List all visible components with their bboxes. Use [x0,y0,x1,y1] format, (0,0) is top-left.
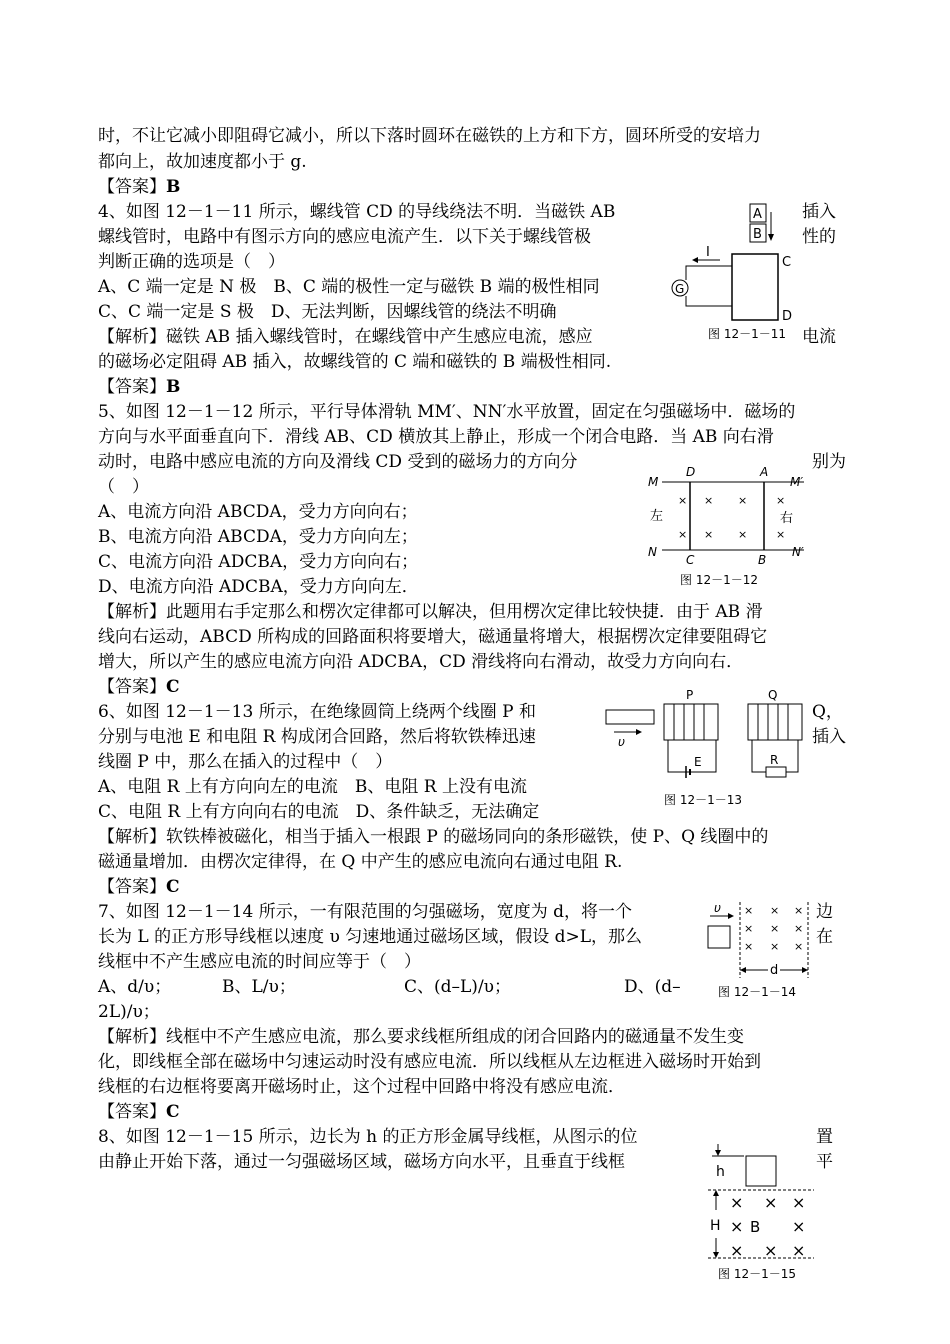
label-m-prime: M′ [790,475,804,489]
cross: × [770,904,780,917]
q6-analysis: 磁通量增加．由楞次定律得，在 Q 中产生的感应电流向右通过电阻 R. [98,852,623,872]
cross: × [730,1241,744,1260]
q5-stem: （ ） [98,477,149,497]
solenoid-cd [732,254,778,320]
analysis-label: 【解析】 [98,602,166,622]
figure-caption: 图 12－1－15 [718,1267,796,1281]
cross: × [770,940,780,953]
h-label: h [716,1164,725,1180]
analysis-text: 磁铁 AB 插入螺线管时，在螺线管中产生感应电流，感应 [166,327,593,347]
answer-label: 【答案】 [98,877,166,897]
q7-option-c: C、(d–L)/υ； [404,977,512,997]
q7-option-d-cont: 2L)/υ； [98,1002,160,1022]
coil-p [664,704,718,740]
q5-option: A、电流方向沿 ABCDA，受力方向向右； [98,502,418,522]
label-d: D [686,465,696,479]
figure-12-1-14 [704,896,814,1002]
analysis-text: 此题用右手定那么和楞次定律都可以解决，但用楞次定律比较快捷．由于 AB 滑 [166,602,763,622]
coil-q-label: Q [768,688,778,702]
figure-caption: 图 12－1－13 [664,793,742,807]
cross: × [744,922,754,935]
q6-stem-tail: 插入 [812,727,846,747]
cross: × [738,494,748,507]
cross: × [764,1241,778,1260]
coil-q-windings [758,704,788,740]
analysis-label: 【解析】 [98,327,166,347]
cross: × [704,494,714,507]
B-label: B [750,1218,761,1236]
q5-stem: 5、如图 12－1－12 所示，平行导体滑轨 MM′、NN′水平放置，固定在匀强磁场中．磁场的 [98,402,796,422]
answer-label: 【答案】 [98,377,166,397]
q8-stem-tail: 平 [816,1152,833,1172]
q5-analysis [98,602,763,622]
field-crosses [678,494,785,541]
q4-analysis [98,327,593,347]
answer-line [98,677,180,697]
cross: × [792,1241,806,1260]
q5-option: C、电流方向沿 ADCBA，受力方向向右； [98,552,419,572]
q7-analysis: 化，即线框全部在磁场中匀速运动时没有感应电流．所以线框从左边框进入磁场时开始到 [98,1052,761,1072]
figure-12-1-12 [642,460,822,590]
q6-stem: 分别与电池 E 和电阻 R 构成闭合回路，然后将软铁棒迅速 [98,727,536,747]
arrow-head-icon [728,913,734,919]
answer-value: B [166,377,181,397]
q8-stem: 8、如图 12－1－15 所示，边长为 h 的正方形金属导线框，从图示的位 [98,1127,638,1147]
text-line: 时，不让它减小即阻碍它减小，所以下落时圆环在磁铁的上方和下方，圆环所受的安培力 [98,126,761,146]
square-frame [708,926,730,948]
q5-option: B、电流方向沿 ABCDA，受力方向向左； [98,527,418,547]
q7-stem-tail: 在 [816,927,833,947]
circuit-p [668,740,716,772]
figure-caption: 图 12－1－11 [708,327,786,341]
q4-stem: 判断正确的选项是（ ） [98,252,285,272]
arrow-head-icon [636,729,642,735]
cross: × [730,1193,744,1212]
battery-label: E [694,755,702,769]
figure-caption: 图 12－1－12 [680,573,758,587]
width-label: d [770,963,779,978]
q6-option: A、电阻 R 上有方向向左的电流 B、电阻 R 上没有电流 [98,777,527,797]
answer-value: B [166,177,181,197]
cross: × [792,1193,806,1212]
answer-line [98,1102,180,1122]
arrow-head-icon [768,234,774,241]
resistor-label: R [770,753,779,767]
answer-line [98,877,180,897]
cross: × [704,528,714,541]
end-c-label: C [782,255,792,270]
q4-stem-tail: 性的 [802,227,836,247]
q5-analysis: 线向右运动，ABCD 所构成的回路面积将要增大，磁通量将增大，根据楞次定律要阻碍它 [98,627,768,647]
q4-option: C、C 端一定是 S 极 D、无法判断，因螺线管的绕法不明确 [98,302,557,322]
q6-analysis [98,827,768,847]
q8-stem-tail: 置 [816,1127,833,1147]
label-b: B [758,553,767,567]
answer-value: C [166,877,180,897]
q5-option: D、电流方向沿 ADCBA，受力方向向左． [98,577,419,597]
label-c: C [686,553,695,567]
cross: × [738,528,748,541]
magnet-a-label: A [753,207,762,222]
cross: × [744,904,754,917]
arrow-head-icon [713,1190,719,1196]
figure-caption: 图 12－1－14 [718,985,796,999]
cross: × [770,922,780,935]
q7-stem: 7、如图 12－1－14 所示，一有限范围的匀强磁场，宽度为 d，将一个 [98,902,632,922]
cross: × [794,904,804,917]
q7-analysis [98,1027,744,1047]
galvanometer-label: G [675,282,685,296]
q7-option-a: A、d/υ； [98,977,172,997]
field-crosses [730,1193,805,1260]
arrow-head-icon [715,1150,721,1156]
arrow-head-icon [713,1252,719,1258]
q8-stem: 由静止开始下落，通过一匀强磁场区域，磁场方向水平，且垂直于线框 [98,1152,625,1172]
arrow-head-icon [802,967,808,973]
cross: × [744,940,754,953]
figure-12-1-11 [664,196,804,344]
q7-stem: 线框中不产生感应电流的时间应等于（ ） [98,952,421,972]
figure-12-1-15 [704,1134,820,1284]
magnet-b-label: B [753,227,762,242]
q5-stem-tail: 别为 [812,452,846,472]
velocity-label: υ [618,735,625,749]
q5-analysis: 增大，所以产生的感应电流方向沿 ADCBA，CD 滑线将向右滑动，故受力方向向右． [98,652,744,672]
q5-stem: 动时，电路中感应电流的方向及滑线 CD 受到的磁场力的方向分 [98,452,578,472]
cross: × [730,1217,744,1236]
metal-frame [746,1156,776,1186]
q7-stem-tail: 边 [816,902,833,922]
arrow-head-icon [692,257,698,263]
current-label: I [706,245,710,260]
analysis-label: 【解析】 [98,827,166,847]
answer-line [98,377,180,397]
answer-value: C [166,677,180,697]
q7-option-d: D、(d– [624,977,681,997]
q6-option: C、电阻 R 上有方向向右的电流 D、条件缺乏，无法确定 [98,802,540,822]
q4-analysis: 的磁场必定阻碍 AB 插入，故螺线管的 C 端和磁铁的 B 端极性相同. [98,352,612,372]
cross: × [794,940,804,953]
soft-iron-rod [606,710,654,724]
answer-label: 【答案】 [98,1102,166,1122]
q6-stem-tail: Q， [812,702,843,722]
analysis-label: 【解析】 [98,1027,166,1047]
q7-stem: 长为 L 的正方形导线框以速度 υ 匀速地通过磁场区域，假设 d>L，那么 [98,927,643,947]
cross: × [678,494,688,507]
cross: × [776,528,786,541]
cross: × [764,1193,778,1212]
q4-option: A、C 端一定是 N 极 B、C 端的极性一定与磁铁 B 端的极性相同 [98,277,600,297]
velocity-label: υ [714,901,721,915]
answer-label: 【答案】 [98,177,166,197]
q5-stem: 方向与水平面垂直向下．滑线 AB、CD 横放其上静止，形成一个闭合电路．当 AB 向右滑 [98,427,774,447]
coil-p-windings [674,704,704,740]
analysis-text: 软铁棒被磁化，相当于插入一根跟 P 的磁场同向的条形磁铁，使 P、Q 线圈中的 [166,827,769,847]
cross: × [776,494,786,507]
label-right: 右 [780,511,794,526]
coil-q [748,704,802,740]
H-label: H [710,1218,721,1234]
answer-label: 【答案】 [98,677,166,697]
label-left: 左 [650,509,664,524]
text-line: 都向上，故加速度都小于 g. [98,152,307,172]
q4-stem: 4、如图 12－1－11 所示，螺线管 CD 的导线绕法不明．当磁铁 AB [98,202,616,222]
q6-stem: 线圈 P 中，那么在插入的过程中（ ） [98,752,393,772]
q6-stem: 6、如图 12－1－13 所示，在绝缘圆筒上绕两个线圈 P 和 [98,702,536,722]
analysis-text: 线框中不产生感应电流，那么要求线框所组成的闭合回路内的磁通量不发生变 [166,1027,744,1047]
cross: × [678,528,688,541]
field-crosses [744,904,803,953]
label-m: M [648,475,659,489]
figure-12-1-13 [602,686,812,810]
label-n: N [648,545,657,559]
label-a: A [760,465,769,479]
cross: × [794,922,804,935]
wire [686,266,732,280]
q4-stem: 螺线管时，电路中有图示方向的感应电流产生．以下关于螺线管极 [98,227,591,247]
cross: × [792,1217,806,1236]
coil-p-label: P [686,688,694,702]
resistor-icon [766,767,786,777]
end-d-label: D [782,309,793,324]
label-n-prime: N′ [792,545,804,559]
q4-stem-tail: 插入 [802,202,836,222]
q7-analysis: 线框的右边框将要离开磁场时止，这个过程中回路中将没有感应电流． [98,1077,625,1097]
q7-option-b: B、L/υ； [222,977,296,997]
answer-line [98,177,180,197]
q4-analysis-tail: 电流 [802,327,836,347]
arrow-head-icon [740,967,746,973]
answer-value: C [166,1102,180,1122]
wire [686,296,732,306]
